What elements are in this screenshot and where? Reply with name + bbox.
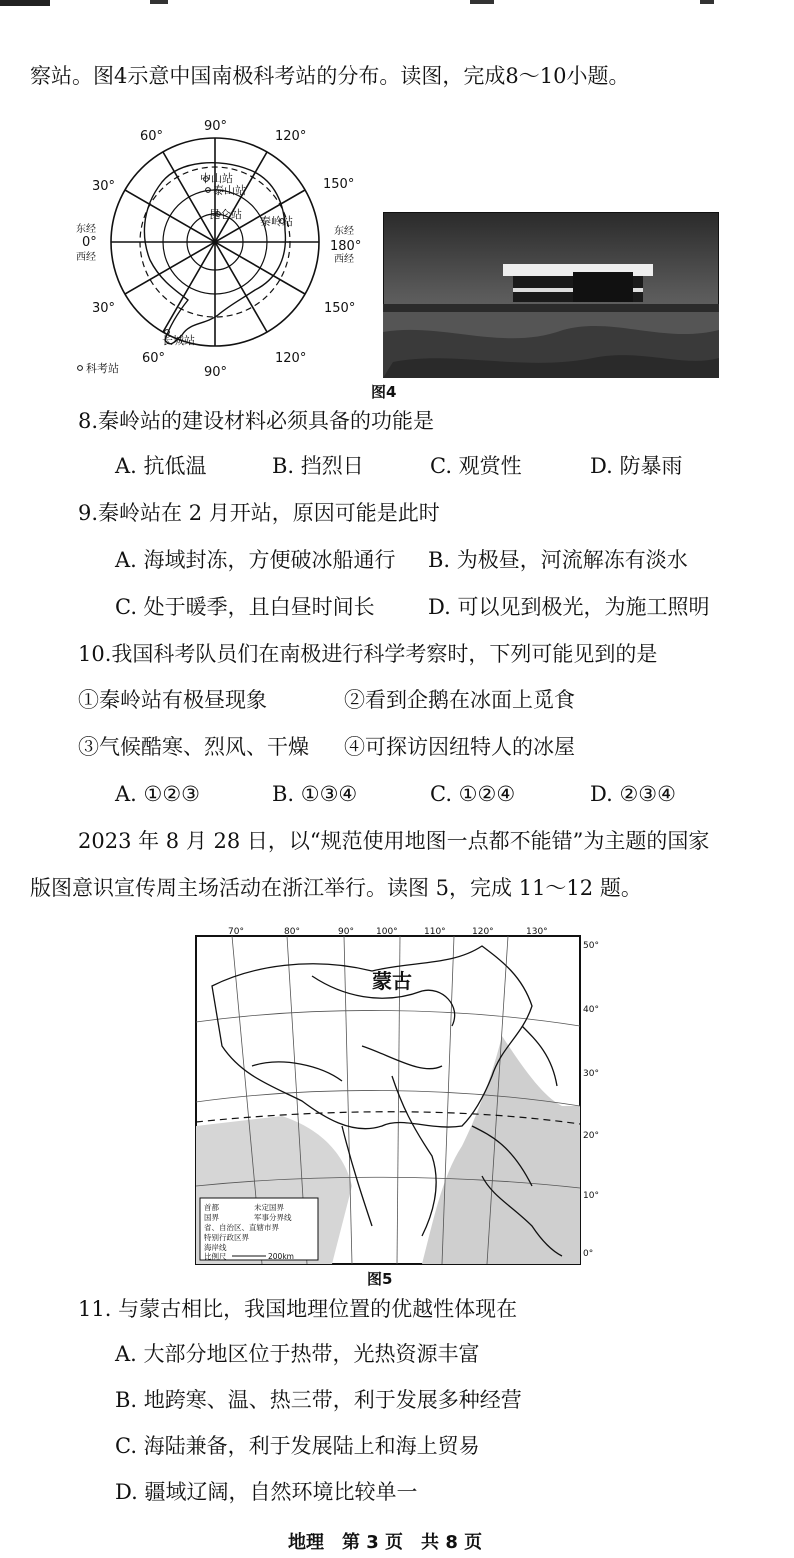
lon-label: 90° bbox=[204, 119, 228, 134]
q8-option-d: D. 防暴雨 bbox=[590, 454, 683, 478]
scale-label: 比例尺 bbox=[204, 1252, 227, 1261]
legend-sar-border: 特别行政区界 bbox=[204, 1233, 249, 1242]
scale-value: 200km bbox=[268, 1252, 294, 1261]
station-label: 中山站 bbox=[200, 172, 233, 185]
lon-label: 30° bbox=[92, 179, 116, 194]
lat-tick: 40° bbox=[583, 1005, 599, 1015]
q11-option-d: D. 疆域辽阔，自然环境比较单一 bbox=[115, 1480, 418, 1504]
q10-option-b: B. ①③④ bbox=[272, 782, 358, 806]
passage-line-2: 版图意识宣传周主场活动在浙江举行。读图 5，完成 11～12 题。 bbox=[30, 876, 642, 900]
station-label: 泰山站 bbox=[213, 184, 246, 197]
question-9-stem: 9.秦岭站在 2 月开站，原因可能是此时 bbox=[78, 501, 440, 525]
q9-option-b: B. 为极昼，河流解冻有淡水 bbox=[428, 548, 688, 572]
lon-label: 150° bbox=[324, 301, 356, 316]
legend-marker bbox=[78, 366, 83, 371]
east-longitude-label: 东经 bbox=[334, 226, 354, 237]
q8-option-a: A. 抗低温 bbox=[115, 454, 207, 478]
q10-option-c: C. ①②④ bbox=[430, 782, 516, 806]
lon-tick: 70° bbox=[228, 927, 244, 937]
station-label: 昆仑站 bbox=[209, 208, 242, 221]
q9-option-c: C. 处于暖季，且白昼时间长 bbox=[115, 595, 375, 619]
lat-tick: 0° bbox=[583, 1249, 594, 1259]
station-label: 长城站 bbox=[162, 334, 195, 347]
question-11-stem: 11. 与蒙古相比，我国地理位置的优越性体现在 bbox=[78, 1297, 518, 1321]
lon-tick: 90° bbox=[338, 927, 354, 937]
station-label: 秦岭站 bbox=[260, 215, 293, 228]
east-longitude-label: 东经 bbox=[76, 224, 96, 235]
lon-label: 120° bbox=[275, 351, 307, 366]
question-8-stem: 8.秦岭站的建设材料必须具备的功能是 bbox=[78, 409, 435, 433]
lat-tick: 10° bbox=[583, 1191, 599, 1201]
west-longitude-label: 西经 bbox=[334, 254, 354, 265]
lat-tick: 20° bbox=[583, 1131, 599, 1141]
intro-line: 察站。图4示意中国南极科考站的分布。读图，完成8～10小题。 bbox=[30, 64, 630, 88]
q10-statement-4: ④可探访因纽特人的冰屋 bbox=[344, 735, 575, 759]
lon-tick: 110° bbox=[424, 927, 446, 937]
west-longitude-label: 西经 bbox=[76, 252, 96, 263]
lon-label: 150° bbox=[323, 177, 355, 192]
legend-label: 科考站 bbox=[86, 362, 119, 375]
legend-national-border: 国界 bbox=[204, 1213, 219, 1222]
q10-statement-2: ②看到企鹅在冰面上觅食 bbox=[344, 688, 575, 712]
lon-tick: 100° bbox=[376, 927, 398, 937]
legend-military-line: 军事分界线 bbox=[254, 1213, 292, 1222]
lon-tick: 130° bbox=[526, 927, 548, 937]
lon-label: 120° bbox=[275, 129, 307, 144]
q9-option-a: A. 海域封冻，方便破冰船通行 bbox=[115, 548, 396, 572]
figure-4-caption: 图4 bbox=[371, 383, 397, 401]
figure-5-caption: 图5 bbox=[367, 1270, 393, 1288]
legend-undetermined-border: 未定国界 bbox=[254, 1203, 284, 1212]
station-photo bbox=[383, 212, 719, 378]
q8-option-c: C. 观赏性 bbox=[430, 454, 522, 478]
lon-tick: 120° bbox=[472, 927, 494, 937]
lon-label: 60° bbox=[140, 129, 164, 144]
q10-option-d: D. ②③④ bbox=[590, 782, 676, 806]
mongolia-label: 蒙古 bbox=[372, 969, 412, 993]
legend-province-border: 省、自治区、直辖市界 bbox=[204, 1223, 279, 1232]
top-cut-strip bbox=[0, 0, 794, 10]
q11-option-a: A. 大部分地区位于热带，光热资源丰富 bbox=[115, 1342, 480, 1366]
q10-statement-1: ①秦岭站有极昼现象 bbox=[78, 688, 267, 712]
q10-option-a: A. ①②③ bbox=[115, 782, 200, 806]
q11-option-b: B. 地跨寒、温、热三带，利于发展多种经营 bbox=[115, 1388, 522, 1412]
lon-label: 30° bbox=[92, 301, 116, 316]
question-10-stem: 10.我国科考队员们在南极进行科学考察时，下列可能见到的是 bbox=[78, 642, 658, 666]
lat-tick: 30° bbox=[583, 1069, 599, 1079]
passage-line-1: 2023 年 8 月 28 日，以“规范使用地图一点都不能错”为主题的国家 bbox=[78, 829, 710, 853]
q10-statement-3: ③气候酷寒、烈风、干燥 bbox=[78, 735, 309, 759]
lon-label: 90° bbox=[204, 365, 228, 380]
lon-label: 180° bbox=[330, 239, 362, 254]
lon-label: 0° bbox=[82, 235, 97, 250]
q8-option-b: B. 挡烈日 bbox=[272, 454, 364, 478]
antarctic-polar-map bbox=[70, 110, 370, 380]
lon-label: 60° bbox=[142, 351, 166, 366]
china-region-map bbox=[192, 926, 602, 1266]
page-footer: 地理 第 3 页 共 8 页 bbox=[288, 1532, 483, 1553]
legend-capital: 首都 bbox=[204, 1203, 219, 1212]
lon-tick: 80° bbox=[284, 927, 300, 937]
legend-coastline: 海岸线 bbox=[204, 1243, 227, 1252]
q11-option-c: C. 海陆兼备，利于发展陆上和海上贸易 bbox=[115, 1434, 480, 1458]
lat-tick: 50° bbox=[583, 941, 599, 951]
q9-option-d: D. 可以见到极光，为施工照明 bbox=[428, 595, 710, 619]
